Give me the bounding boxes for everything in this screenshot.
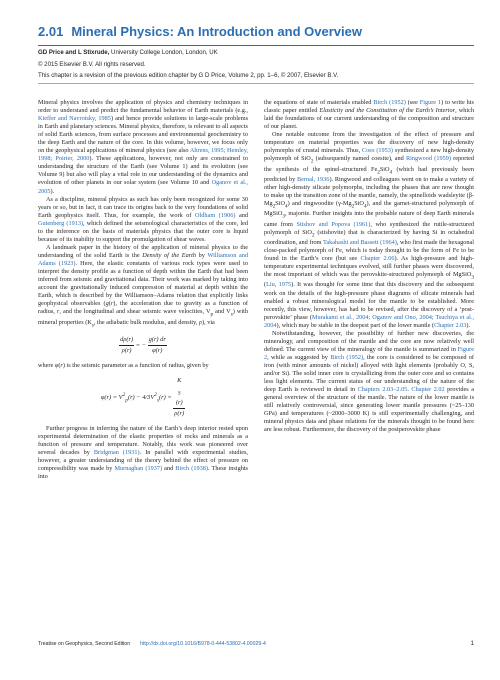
text-run: ) with mineral properties (K	[38, 308, 248, 326]
chapter-title: Mineral Physics: An Introduction and Overview	[71, 24, 362, 39]
paragraph	[38, 244, 248, 329]
affiliation: University College London, London, UK	[109, 49, 218, 56]
text-run: ) and hence provide solutions to large-scale problems in Earth and planetary sciences. Mineral physics, therefore, is relevant to all aspects of solid Earth sciences, from surface processes and environmental geochemistry to the deep Earth and the nature of the core. In this volume, however, we focus only on the geophysical applications of mineral physics (see also	[38, 115, 248, 155]
text-run: ρ	[198, 318, 202, 326]
citation-link[interactable]: Figure 1	[419, 99, 442, 106]
right-column	[264, 99, 474, 434]
eq1-lhs-numerator: dρ(r)	[119, 335, 134, 346]
text-run: 2	[272, 203, 276, 210]
citation-link[interactable]: Ringwood (1959)	[405, 155, 451, 163]
citation-link[interactable]: Chapter 2.03	[434, 321, 467, 329]
text-run: 2	[311, 231, 315, 238]
text-run: ) to write his classic paper entitled	[264, 99, 474, 115]
citation-link[interactable]: Figure 2	[264, 345, 474, 361]
text-run: 4	[285, 203, 288, 210]
text-run: r	[60, 361, 63, 369]
citation-link[interactable]: Birch (1952)	[330, 353, 364, 361]
text-run: ), the acceleration due to gravity as a function of radius,	[38, 300, 248, 316]
text-run: p	[210, 311, 214, 318]
eq2-numerator-rest: (r)	[175, 399, 183, 407]
page-number: 1	[470, 640, 474, 647]
doi-link[interactable]: http://dx.doi.org/10.1016/B978-0-444-53802-4.00029-4	[140, 641, 266, 647]
eq2-numerator: K	[177, 376, 182, 384]
eq1-rhs-denominator: φ(r)	[152, 346, 163, 354]
text-run: φ	[54, 361, 59, 369]
text-run: (see	[405, 99, 420, 106]
citation-link[interactable]: Oganov et al., 2005	[38, 179, 248, 195]
citation-link[interactable]: Birch (1938)	[175, 465, 208, 473]
text-run: . Here, the elastic constants of various rock types were used to interpret the density profile as a function of depth within the Earth that had been inferred from seismic and gravitational data. Their work was marked by taking into account the gravitationally induced compression of material at depth within the Earth, which is described by the Williamson–Adams relation that explicitly links geophysical observables (	[38, 259, 248, 308]
citation-link[interactable]: Murakami et al., 2004; Oganov and Ono, 2004; Tsuchiya et al., 2004	[264, 313, 474, 329]
citation-link[interactable]: Kieffer and Navrotsky, 1985	[38, 115, 111, 123]
citation-link[interactable]: Stishov and Popova (1961)	[296, 220, 371, 228]
text-run: (subsequently named coesite), and	[313, 155, 406, 163]
citation-link[interactable]: Liu, 1975	[266, 281, 292, 289]
paragraph	[38, 99, 248, 196]
text-run: r	[56, 308, 60, 316]
text-run: ). These applications, however, not only are constrained to understanding the structure of the Earth (see Volume 1) and its evolution (see Volume 9) but also will play a vital role in our understanding of the dynamics and evolution of other planets in our solar system (see Volume 10 and	[38, 155, 248, 187]
citation-link[interactable]: Chapters 2.03–2.05	[357, 386, 408, 394]
text-run: Notwithstanding, however, the possibility of further new discoveries, the mineralogy, and composition of the mantle and the core are now relatively well defined. The current view of the mineralogy of the mantle is summarized in	[264, 329, 474, 353]
text-run: Density of the Earth	[142, 251, 197, 259]
text-run: , who synthesized the rutile-structured polymorph of SiO	[264, 220, 474, 236]
text-run: where	[38, 361, 55, 369]
text-run: .	[407, 386, 412, 394]
paragraph	[38, 425, 248, 481]
text-run: ), via	[201, 318, 215, 326]
header-divider	[38, 83, 474, 84]
eq2-lhs: φ(r) = V	[100, 393, 123, 401]
text-run: reported the synthesis of the spinel-structured Fe	[264, 155, 474, 173]
paragraph	[264, 131, 474, 330]
eq1-sign: = −	[135, 341, 147, 349]
left-column	[38, 99, 248, 481]
text-run: Mineral physics involves the application of physics and chemistry techniques in order to understand and predict the fundamental behavior of Earth materials (e.g.,	[38, 99, 248, 115]
text-run: the equations of state of materials enabled	[264, 99, 374, 106]
text-run: As a discipline, mineral physics as such has only been recognized for some 30 years or so, but in fact, it can trace its origins back to the very foundations of solid Earth geophysics itself. Thus, for example, the work of	[38, 195, 248, 219]
text-run: , the core is considered to be composed of iron (with minor amounts of nickel) alloyed with light elements (probably O, S, and/or Si). The solid inner core is crystallizing from the outer core and so contains less light elements. The current status of our understanding of the nature of the deep Earth is reviewed in detail in	[264, 353, 474, 394]
text-run: SiO	[275, 200, 286, 208]
text-run: ).	[466, 321, 471, 329]
text-run: ). As high-pressure and high-temperature experimental techniques evolved, still further phases were discovered, the most important of which was the perovskite-structured polymorph of MgSiO	[264, 255, 474, 279]
text-run: SiO	[379, 165, 390, 173]
chapter-number: 2.01	[38, 24, 64, 39]
text-run: Further progress in inferring the nature of the Earth’s deep interior rested upon experimental determination of the elastic properties of rocks and minerals as a function of pressure and temperature. Notably, this work was pioneered over several decades by	[38, 425, 248, 457]
eq2-p-sub: p	[125, 397, 128, 404]
authors: GD Price and L Stixrude,	[38, 49, 110, 56]
text-run: g	[105, 300, 109, 308]
text-run: , which laid the foundations of our current understanding of the composition and structure of our planet.	[264, 107, 474, 131]
revision-note: This chapter is a revision of the previous edition chapter by G D Price, Volume 2, pp. 1–6, © 2007, Elsevier B.V.	[38, 72, 339, 79]
paragraph	[38, 362, 248, 370]
text-run: Elasticity and the Constitution of the Earth’s Interior	[319, 107, 456, 115]
journal-name: Treatise on Geophysics, Second Edition	[38, 641, 131, 647]
text-run: ), which may be stable in the deepest part of the lower mantle (	[276, 321, 435, 329]
text-run: ). It was thought for some time that this discovery and the subsequent work on the details of the high-pressure phase diagrams of silicate minerals had enabled a robust mineralogical model for the mantle to be established. More recently, this view, however, has had to be revised, after the discovery of a ‘post-perovskite’ phase (	[264, 281, 474, 321]
text-run: (	[58, 361, 61, 369]
text-run: (stishovite) that is characterized by having Si in octahedral coordination, and from	[264, 228, 474, 246]
text-run: ) is the seismic parameter as a function of radius, given by	[62, 361, 209, 369]
text-run: and	[235, 211, 248, 219]
text-run: , who first made the hexagonal close-packed polymorph of Fe, which is today thought to be the form of Fe to be found in the Earth’s core (but see	[264, 239, 474, 263]
text-run: 4	[363, 203, 367, 210]
chapter-title-row	[38, 24, 474, 46]
text-run: , while as suggested by	[267, 353, 331, 361]
copyright-line: © 2015 Elsevier B.V. All rights reserved.	[38, 61, 146, 68]
citation-link[interactable]: Bridgman (1931)	[93, 449, 140, 457]
text-run: (which had previously been predicted by	[264, 165, 474, 183]
citation-link[interactable]: Chapter 2.06	[360, 255, 395, 263]
eq2-denominator: ρ(r)	[174, 410, 185, 418]
text-run: (	[264, 281, 267, 289]
text-run: 4	[389, 168, 393, 175]
text-run: s	[230, 311, 233, 318]
eq2-coef: 4/3	[142, 393, 151, 401]
text-run: 3	[471, 274, 474, 281]
citation-link[interactable]: Birch (1952)	[373, 99, 406, 106]
equation-seismic-parameter: $\varphi(r) = V^2_p(r) - 4/3V^2_s(r)$ = K $_S$ (r) ρ(r)	[100, 376, 185, 418]
text-run: , majorite. Further insights into the probable nature of deep Earth minerals came from	[264, 210, 474, 228]
text-run: One notable outcome from the investigation of the effect of pressure and temperature on material properties was the discovery of new high-density polymorphs of crustal minerals. Thus,	[264, 131, 474, 155]
text-run: ). Ringwood and colleagues went on to make a variety of other high-density silicate polymorphs, including the phases that are now thought to make up the transition zone of the mantle, namely, the spinelloids wadsleyite (β-Mg	[264, 175, 474, 208]
eq2-s-sub: s	[156, 397, 160, 404]
text-run: r	[110, 300, 114, 308]
text-run: ).	[50, 187, 55, 195]
text-run: , which defined the seismological characteristics of the core, led to the inference on the basis of materials physics that the outer core is liquid because of its inability to support the promulgation of shear waves.	[38, 219, 248, 243]
eq2-v: V	[150, 393, 155, 401]
text-run: 2	[351, 203, 355, 210]
text-run: 2	[310, 158, 314, 165]
paragraph	[264, 330, 474, 435]
text-run: and V	[213, 308, 231, 316]
citation-link[interactable]: Chapter 2.02	[411, 386, 445, 394]
paragraph	[38, 196, 248, 244]
citation-link[interactable]: Oldham (1906)	[195, 211, 236, 219]
text-run: SiO	[354, 200, 364, 208]
eq2-mid: (r) −	[127, 393, 143, 401]
citation-link[interactable]: Gutenberg (1913)	[38, 219, 84, 227]
page-footer	[38, 640, 474, 647]
citation-link[interactable]: Takahashi and Bassett (1964)	[323, 239, 397, 246]
text-run: and	[162, 465, 176, 473]
author-line	[38, 49, 218, 56]
text-run: provides a general overview of the structure of the mantle. The nature of the lower mantle is still relatively controversial, since generating lower mantle pressures (~25–130 GPa) and temperatures (~2000–3000 K) is still experimentally challenging, and mineral physics data and phase relations for the minerals thought to be found here are less robust. Furthermore, the discovery of the postperovskite phase	[264, 386, 474, 434]
text-run: , the adiabatic bulk modulus, and density,	[93, 318, 199, 326]
citation-link[interactable]: Coes (1953)	[362, 147, 394, 155]
text-run: (	[108, 300, 111, 308]
citation-link[interactable]: Murnaghan (1937)	[114, 465, 163, 473]
eq1-rhs-numerator: g(r) dr	[148, 335, 167, 346]
text-run: 3	[282, 213, 286, 220]
eq2-mid2: (r) =	[159, 393, 174, 401]
text-run: . In parallel with experimental studies, however, a greater understanding of the theory behind the effect of pressure on compressibility was made by	[38, 449, 248, 473]
text-run: ), and the garnet-structured polymorph of MgSiO	[264, 200, 474, 218]
citation-link[interactable]: Ahrens, 1995; Hemley, 1998; Poirier, 2000	[38, 147, 248, 163]
text-run: A landmark paper in the history of the application of mineral physics to the understanding of the solid Earth is the	[38, 243, 248, 259]
chapter-header	[38, 24, 474, 79]
text-run: ) and ringwoodite (γ-Mg	[287, 200, 352, 208]
citation-link[interactable]: Williamson and Adams (1923)	[38, 251, 249, 267]
text-run: s	[91, 321, 94, 328]
text-run: synthesized a new high-density polymorph of SiO	[264, 147, 474, 163]
eq1-lhs-denominator: ρ(r)	[121, 346, 132, 354]
paragraph	[264, 99, 474, 131]
eq2-numerator-sub: S	[177, 390, 181, 397]
text-run: , and the longitudinal and shear seismic wave velocities, V	[59, 308, 211, 316]
text-run: by	[196, 251, 208, 259]
equation-williamson-adams	[38, 335, 248, 356]
citation-link[interactable]: Bernal, 1936	[296, 175, 330, 183]
text-run: 2	[377, 168, 380, 175]
text-run: . These insights into	[38, 465, 248, 481]
